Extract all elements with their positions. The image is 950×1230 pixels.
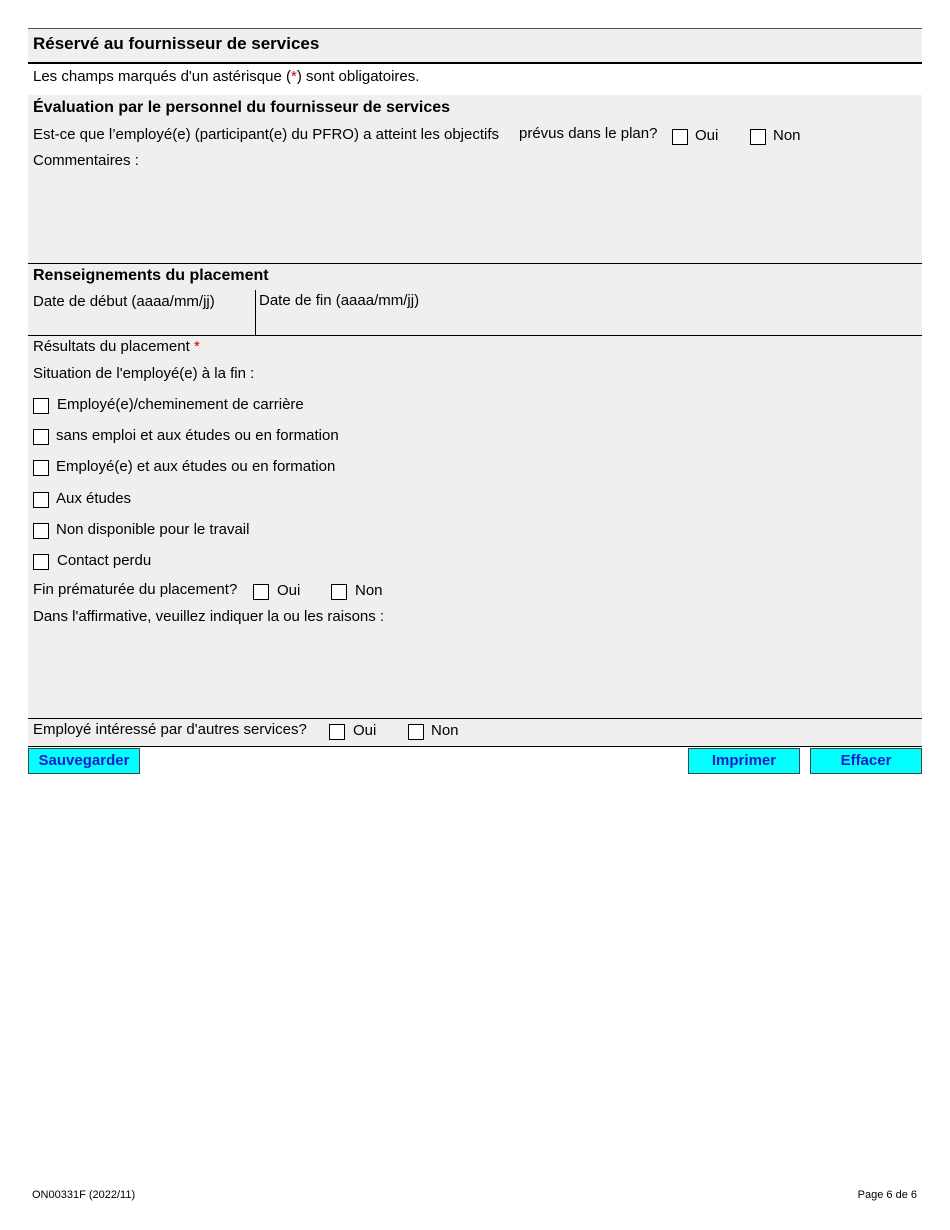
premature-no-label: Non	[355, 582, 383, 599]
evaluation-title: Évaluation par le personnel du fournisseur de services	[33, 99, 451, 116]
option-label-contact-lost: Contact perdu	[57, 552, 152, 569]
results-label-text: Résultats du placement	[33, 338, 190, 355]
other-services-yes-label: Oui	[353, 722, 377, 739]
premature-yes-label: Oui	[277, 582, 301, 599]
clear-button[interactable]: Effacer	[810, 748, 922, 774]
objectives-yes-label: Oui	[695, 127, 719, 144]
reasons-field[interactable]	[33, 628, 917, 714]
required-note-after: ) sont obligatoires.	[296, 68, 420, 85]
option-checkbox-contact-lost[interactable]	[33, 554, 49, 570]
option-label-employed-career: Employé(e)/cheminement de carrière	[57, 396, 304, 413]
divider	[28, 746, 922, 747]
section-title: Réservé au fournisseur de services	[33, 34, 320, 53]
option-checkbox-employed-career[interactable]	[33, 398, 49, 414]
results-label	[33, 338, 200, 356]
other-services-no-checkbox[interactable]	[408, 724, 424, 740]
option-label-employed-studying: Employé(e) et aux études ou en formation	[56, 458, 336, 475]
option-label-unemployed-studying: sans emploi et aux études ou en formation	[56, 427, 339, 444]
form-code: ON00331F (2022/11)	[32, 1189, 136, 1201]
required-note	[33, 68, 419, 86]
comments-field[interactable]	[33, 172, 917, 258]
start-date-label: Date de début (aaaa/mm/jj)	[33, 293, 215, 310]
premature-end-label: Fin prématurée du placement?	[33, 581, 238, 598]
situation-label: Situation de l'employé(e) à la fin :	[33, 365, 255, 382]
end-date-input[interactable]	[259, 312, 917, 332]
save-button[interactable]: Sauvegarder	[28, 748, 140, 774]
reasons-label: Dans l'affirmative, veuillez indiquer la ou les raisons :	[33, 608, 385, 625]
page-number: Page 6 de 6	[857, 1189, 917, 1201]
end-date-label: Date de fin (aaaa/mm/jj)	[259, 292, 420, 309]
print-button[interactable]: Imprimer	[688, 748, 800, 774]
evaluation-question-part1: Est-ce que l’employé(e) (participant(e) du PFRO) a atteint les objectifs	[33, 126, 500, 143]
comments-label: Commentaires :	[33, 152, 139, 169]
objectives-no-checkbox[interactable]	[750, 129, 766, 145]
evaluation-question-part2: prévus dans le plan?	[519, 125, 658, 142]
required-asterisk: *	[291, 68, 297, 85]
premature-no-checkbox[interactable]	[331, 584, 347, 600]
objectives-no-label: Non	[773, 127, 801, 144]
option-checkbox-unavailable[interactable]	[33, 523, 49, 539]
option-checkbox-unemployed-studying[interactable]	[33, 429, 49, 445]
option-checkbox-employed-studying[interactable]	[33, 460, 49, 476]
option-checkbox-studying[interactable]	[33, 492, 49, 508]
option-label-unavailable: Non disponible pour le travail	[56, 521, 250, 538]
placement-title: Renseignements du placement	[33, 267, 269, 284]
premature-yes-checkbox[interactable]	[253, 584, 269, 600]
required-note-before: Les champs marqués d'un astérisque (	[33, 68, 291, 85]
start-date-input[interactable]	[33, 312, 251, 332]
other-services-yes-checkbox[interactable]	[329, 724, 345, 740]
objectives-yes-checkbox[interactable]	[672, 129, 688, 145]
other-services-no-label: Non	[431, 722, 459, 739]
results-required-asterisk: *	[193, 338, 200, 355]
other-services-label: Employé intéressé par d'autres services?	[33, 721, 307, 738]
date-divider	[255, 290, 256, 335]
option-label-studying: Aux études	[56, 490, 132, 507]
